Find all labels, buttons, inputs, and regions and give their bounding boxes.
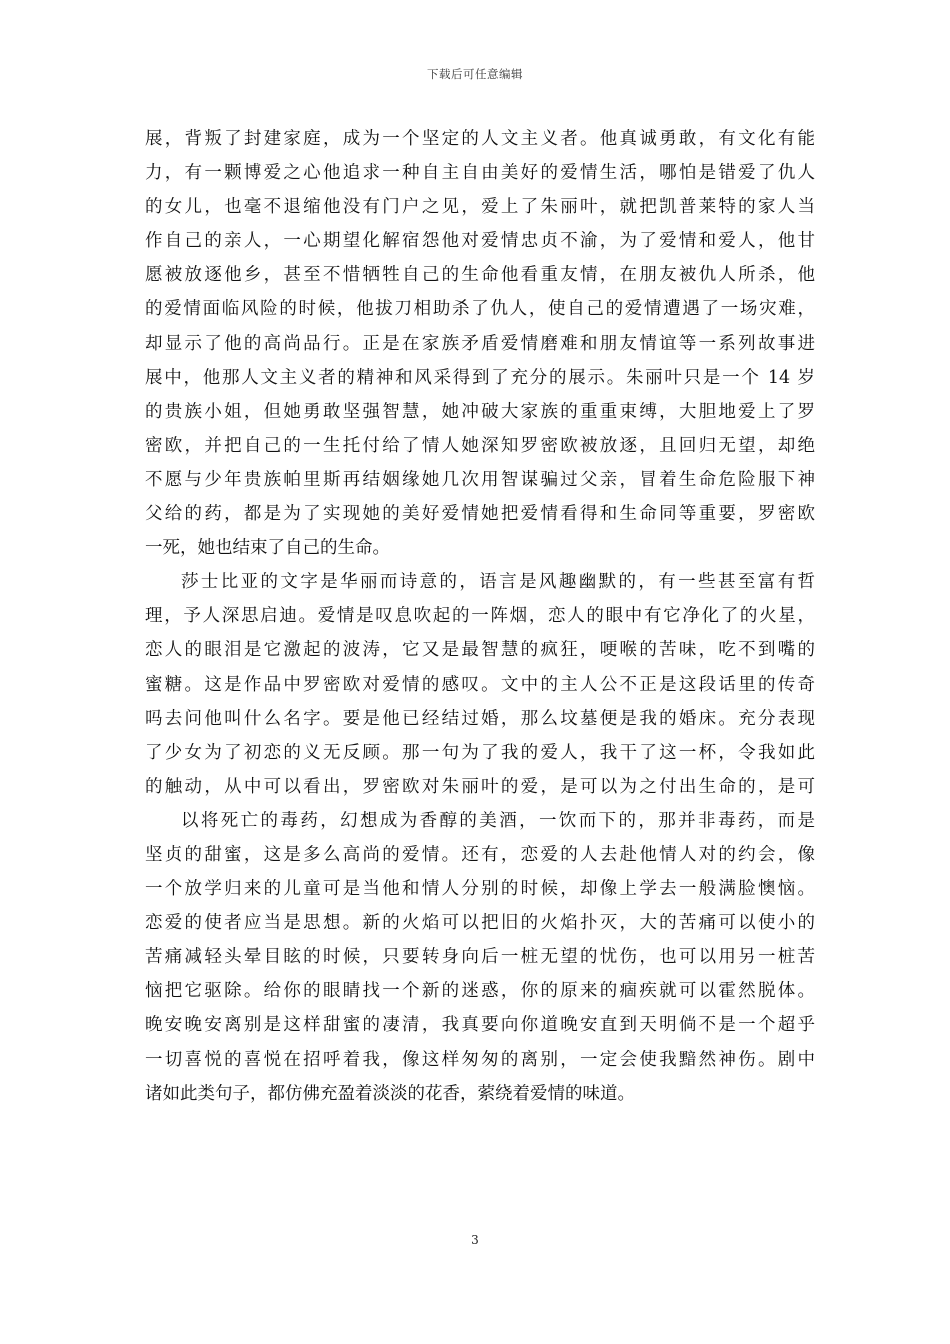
- text-line: 却显示了他的高尚品行。正是在家族矛盾爱情磨难和朋友情谊等一系列故事进: [145, 333, 815, 354]
- text-line: 一切喜悦的喜悦在招呼着我，像这样匆匆的离别，一定会使我黯然神伤。剧中: [145, 1049, 815, 1070]
- text-line: 以将死亡的毒药，幻想成为香醇的美酒，一饮而下的，那并非毒药，而是: [181, 810, 815, 831]
- paragraph: [145, 804, 815, 1111]
- text-line: 晚安晚安离别是这样甜蜜的凄清，我真要向你道晚安直到天明倘不是一个超乎: [145, 1015, 815, 1036]
- page-number: 3: [471, 1233, 479, 1247]
- text-line: 恼把它驱除。给你的眼睛找一个新的迷惑，你的原来的痼疾就可以霍然脱体。: [145, 981, 815, 1002]
- text-line: 莎士比亚的文字是华丽而诗意的，语言是风趣幽默的，有一些甚至富有哲: [181, 572, 815, 593]
- text-line: 坚贞的甜蜜，这是多么高尚的爱情。还有，恋爱的人去赴他情人对的约会，像: [145, 844, 815, 865]
- text-line: 展中，他那人文主义者的精神和风采得到了充分的展示。朱丽叶只是一个 14 岁: [145, 367, 815, 388]
- text-line: 理，予人深思启迪。爱情是叹息吹起的一阵烟，恋人的眼中有它净化了的火星，: [145, 606, 815, 627]
- text-line: 一死，她也结束了自己的生命。: [145, 538, 390, 559]
- text-line: 的爱情面临风险的时候，他拔刀相助杀了仇人，使自己的爱情遭遇了一场灾难，: [145, 299, 815, 320]
- page-header: 下载后可任意编辑: [427, 67, 523, 81]
- text-line: 作自己的亲人，一心期望化解宿怨他对爱情忠贞不渝，为了爱情和爱人，他甘: [145, 231, 815, 252]
- text-line: 力，有一颗博爱之心他追求一种自主自由美好的爱情生活，哪怕是错爱了仇人: [145, 163, 815, 184]
- text-line: 密欧，并把自己的一生托付给了情人她深知罗密欧被放逐，且回归无望，却绝: [145, 435, 815, 456]
- text-line: 苦痛减轻头晕目眩的时候，只要转身向后一桩无望的忧伤，也可以用另一桩苦: [145, 947, 815, 968]
- text-line: 一个放学归来的儿童可是当他和情人分别的时候，却像上学去一般满脸懊恼。: [145, 879, 815, 900]
- text-line: 的女儿，也毫不退缩他没有门户之见，爱上了朱丽叶，就把凯普莱特的家人当: [145, 197, 815, 218]
- document-body: [145, 122, 815, 1111]
- paragraph: [145, 122, 815, 565]
- text-line: 父给的药，都是为了实现她的美好爱情她把爱情看得和生命同等重要，罗密欧: [145, 504, 815, 525]
- text-line: 吗去问他叫什么名字。要是他已经结过婚，那么坟墓便是我的婚床。充分表现: [145, 708, 815, 729]
- text-line: 诸如此类句子，都仿佛充盈着淡淡的花香，萦绕着爱情的味道。: [145, 1083, 635, 1104]
- text-line: 蜜糖。这是作品中罗密欧对爱情的感叹。文中的主人公不正是这段话里的传奇: [145, 674, 815, 695]
- text-line: 愿被放逐他乡，甚至不惜牺牲自己的生命他看重友情，在朋友被仇人所杀，他: [145, 265, 815, 286]
- paragraph: [145, 565, 815, 804]
- text-line: 了少女为了初恋的义无反顾。那一句为了我的爱人，我干了这一杯，令我如此: [145, 742, 815, 763]
- text-line: 恋人的眼泪是它激起的波涛，它又是最智慧的疯狂，哽喉的苦味，吃不到嘴的: [145, 640, 815, 661]
- text-line: 不愿与少年贵族帕里斯再结姻缘她几次用智谋骗过父亲，冒着生命危险服下神: [145, 469, 815, 490]
- text-line: 的触动，从中可以看出，罗密欧对朱丽叶的爱，是可以为之付出生命的，是可: [145, 776, 815, 797]
- text-line: 恋爱的使者应当是思想。新的火焰可以把旧的火焰扑灭，大的苦痛可以使小的: [145, 913, 815, 934]
- text-line: 展，背叛了封建家庭，成为一个坚定的人文主义者。他真诚勇敢，有文化有能: [145, 129, 815, 149]
- text-line: 的贵族小姐，但她勇敢坚强智慧，她冲破大家族的重重束缚，大胆地爱上了罗: [145, 401, 815, 422]
